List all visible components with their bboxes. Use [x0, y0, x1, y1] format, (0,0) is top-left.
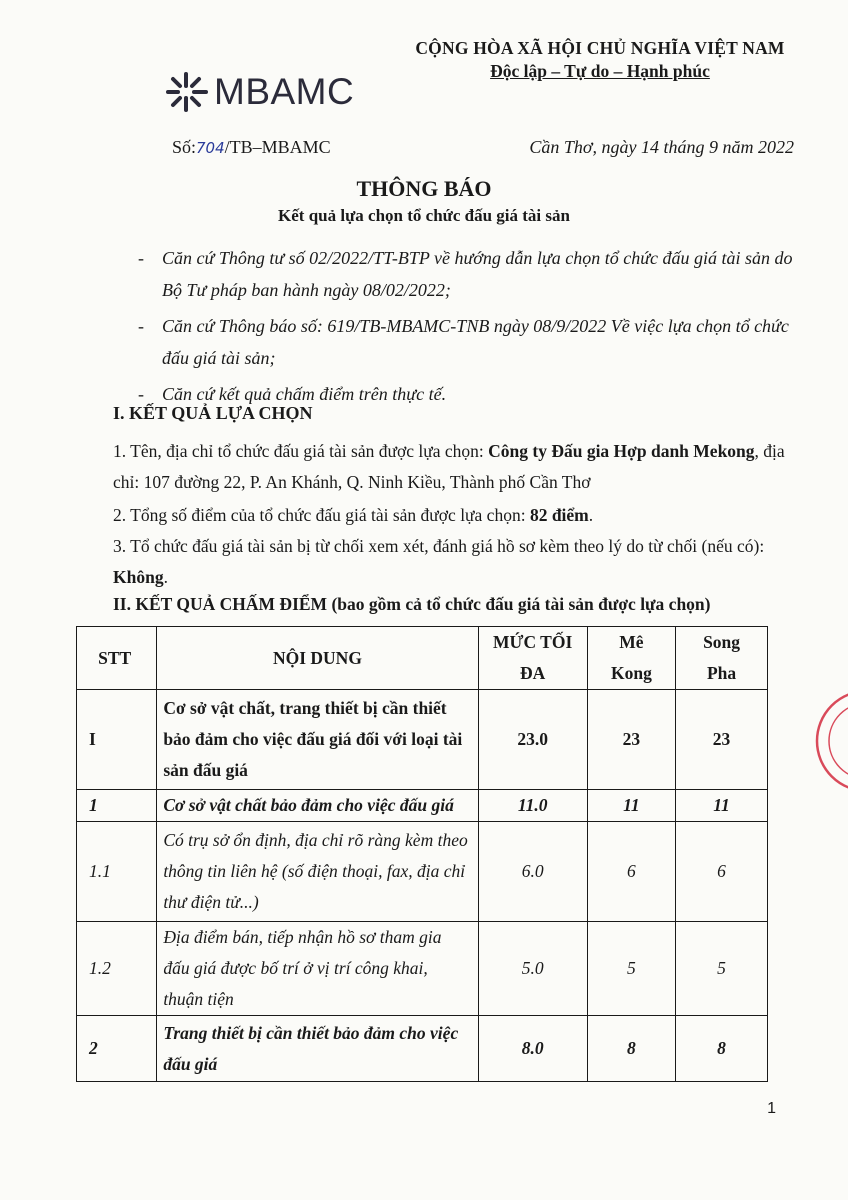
legal-basis-item: - Căn cứ Thông báo số: 619/TB-MBAMC-TNB ngày 08/9/2022 Về việc lựa chọn tổ chức đấu giá tài sản;: [138, 316, 789, 368]
col-max: MỨC TỐI ĐA: [478, 627, 587, 690]
nation-name: CỘNG HÒA XÃ HỘI CHỦ NGHĨA VIỆT NAM: [415, 38, 785, 58]
page-number: 1: [767, 1100, 776, 1117]
legal-basis-item: - Căn cứ Thông tư số 02/2022/TT-BTP về hướng dẫn lựa chọn tổ chức đấu giá tài sản do Bộ Tư pháp ban hành ngày 08/02/2022;: [138, 248, 793, 300]
legal-basis-item: - Căn cứ kết quả chấm điểm trên thực tế.: [138, 384, 447, 404]
company-logo: [162, 68, 354, 116]
document-subtitle: Kết quả lựa chọn tổ chức đấu giá tài sản: [278, 206, 570, 225]
col-content: NỘI DUNG: [157, 627, 478, 690]
col-stt: STT: [77, 627, 157, 690]
document-title: THÔNG BÁO: [356, 176, 492, 201]
place-date: Cần Thơ, ngày 14 tháng 9 năm 2022: [529, 137, 794, 157]
logo-text: MBAMC: [214, 71, 355, 112]
table-header-row: [77, 627, 768, 690]
col-songpha: Song Pha: [676, 627, 768, 690]
scoring-table: [76, 626, 768, 1082]
national-header: [380, 38, 820, 82]
legal-bases: [138, 242, 798, 414]
result-item-1: 1. Tên, địa chỉ tổ chức đấu giá tài sản được lựa chọn: Công ty Đấu gia Hợp danh Mekong, địa chỉ: 107 đường 22, P. An Khánh, Q. Ninh Kiều, Thành phố Cần Thơ: [113, 441, 785, 492]
table-row: 2 Trang thiết bị cần thiết bảo đảm cho việc đấu giá 8.0 8 8: [77, 1016, 768, 1082]
table-row: 1 Cơ sở vật chất bảo đảm cho việc đấu giá 11.0 11 11: [77, 790, 768, 822]
table-row: 1.2 Địa điểm bán, tiếp nhận hồ sơ tham gia đấu giá được bố trí ở vị trí công khai, thuận tiện 5.0 5 5: [77, 922, 768, 1016]
national-motto: Độc lập – Tự do – Hạnh phúc: [490, 61, 710, 81]
mbamc-star-icon: [162, 68, 210, 116]
doc-no-prefix: Số:: [172, 137, 197, 157]
result-item-3: 3. Tổ chức đấu giá tài sản bị từ chối xem xét, đánh giá hồ sơ kèm theo lý do từ chối (nếu có): Không.: [113, 536, 765, 587]
result-item-2: 2. Tổng số điểm của tổ chức đấu giá tài sản được lựa chọn: 82 điểm.: [113, 505, 594, 525]
doc-no-suffix: /TB–MBAMC: [224, 137, 331, 157]
doc-no-handwritten: 704: [196, 139, 225, 157]
red-seal-stamp: [812, 686, 848, 796]
section-2-heading: II. KẾT QUẢ CHẤM ĐIỂM (bao gồm cả tổ chức đấu giá tài sản được lựa chọn): [113, 594, 711, 614]
table-row: 1.1 Có trụ sở ổn định, địa chỉ rõ ràng kèm theo thông tin liên hệ (số điện thoại, fax, địa chỉ thư điện tử...) 6.0 6 6: [77, 822, 768, 922]
col-mekong: Mê Kong: [587, 627, 675, 690]
table-row: I Cơ sở vật chất, trang thiết bị cần thiết bảo đảm cho việc đấu giá đối với loại tài sản đấu giá 23.0 23 23: [77, 690, 768, 790]
section-1-heading: I. KẾT QUẢ LỰA CHỌN: [113, 403, 313, 423]
document-number: [172, 137, 331, 158]
